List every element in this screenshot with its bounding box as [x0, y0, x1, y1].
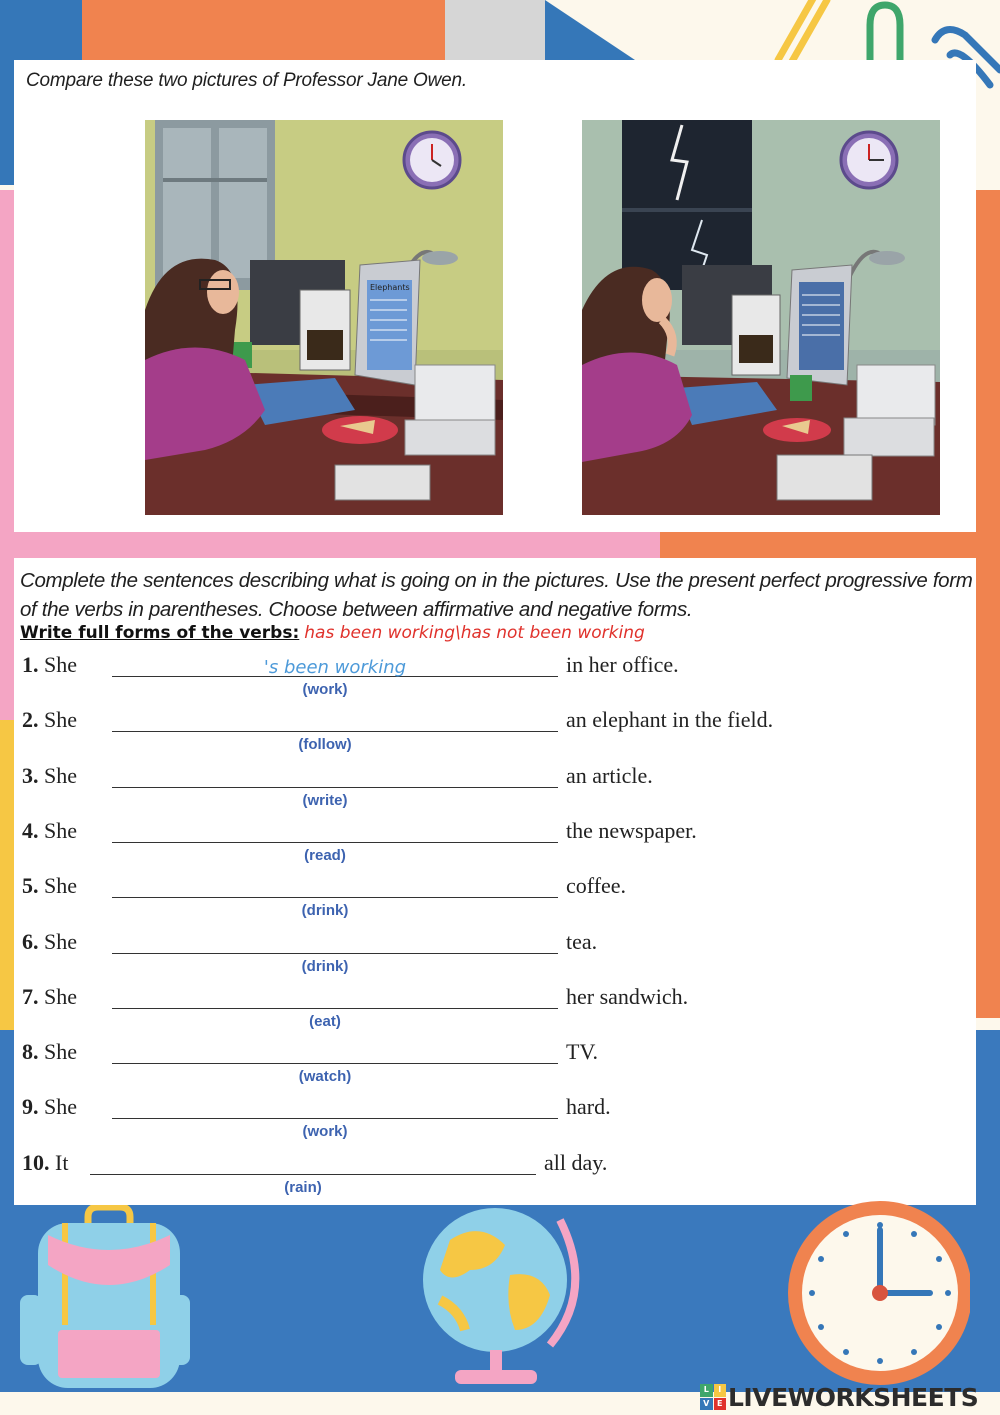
verb-hint: (eat) — [309, 1012, 341, 1030]
globe-icon — [410, 1200, 590, 1390]
sentence-ending: coffee. — [566, 873, 627, 899]
exercise-number: 6. She — [22, 928, 77, 954]
exercise-row — [0, 818, 1000, 873]
full-forms-label: Write full forms of the verbs: — [20, 623, 300, 643]
full-forms-hint: has been working\has not been working — [304, 623, 645, 643]
verb-hint: (drink) — [301, 957, 349, 975]
sentence-ending: in her office. — [566, 652, 679, 677]
sentence-ending: all day. — [544, 1149, 608, 1175]
verb-hint: (rain) — [284, 1178, 322, 1196]
exercise-number: 2. She — [22, 707, 77, 733]
decor-orange-block — [82, 0, 445, 60]
liveworksheets-logo[interactable] — [700, 1382, 978, 1412]
wall-clock-icon — [780, 1200, 970, 1385]
exercise-row — [0, 1094, 1000, 1149]
answer-input[interactable] — [112, 709, 558, 735]
logo-text: LIVEWORKSHEETS — [728, 1382, 979, 1412]
sentence-ending: an elephant in the field. — [566, 707, 774, 733]
exercise-number: 7. She — [22, 983, 77, 1009]
sentence-ending: her sandwich. — [566, 983, 689, 1009]
exercise-row — [0, 652, 1000, 707]
backpack-icon — [20, 1205, 190, 1390]
answer-input[interactable] — [112, 654, 558, 680]
verb-hint: (follow) — [298, 736, 352, 754]
sentence-ending: an article. — [566, 762, 653, 788]
exercise-number: 3. She — [22, 762, 77, 788]
answer-input[interactable] — [112, 931, 558, 957]
exercise-row — [0, 1150, 1000, 1205]
answer-input[interactable] — [112, 1096, 558, 1122]
verb-hint: (drink) — [301, 902, 349, 920]
exercise-number: 5. She — [22, 873, 77, 899]
verb-hint: (write) — [302, 791, 348, 809]
logo-mark: L I V E — [700, 1384, 726, 1410]
sentence-ending: hard. — [566, 1094, 611, 1120]
verb-hint: (read) — [304, 846, 346, 864]
screen-label: Elephants — [370, 283, 410, 292]
decor-pink-band — [0, 532, 660, 558]
answer-input[interactable] — [112, 986, 558, 1012]
decor-orange-band — [660, 532, 1000, 558]
exercise-row — [0, 707, 1000, 762]
sentence-ending: the newspaper. — [566, 817, 697, 843]
exercise-row — [0, 1039, 1000, 1094]
verb-hint: (watch) — [298, 1068, 352, 1086]
answer-input[interactable] — [112, 875, 558, 901]
sentence-ending: TV. — [566, 1039, 598, 1065]
answer-input[interactable] — [112, 1041, 558, 1067]
exercise-row — [0, 984, 1000, 1039]
decor-orange-strip — [976, 190, 1000, 535]
office-picture-day — [145, 120, 503, 515]
answer-input[interactable] — [112, 820, 558, 846]
exercise-number: 9. She — [22, 1094, 77, 1120]
pictures-caption: Compare these two pictures of Professor Jane Owen. — [26, 70, 467, 91]
decor-grey-block — [445, 0, 545, 60]
exercise-row — [0, 763, 1000, 818]
sentence-ending: tea. — [566, 928, 598, 954]
exercise-number: 8. She — [22, 1039, 77, 1065]
decor-pink-strip — [0, 190, 14, 720]
exercise-row — [0, 929, 1000, 984]
verb-hint: (work) — [302, 681, 348, 698]
answer-input[interactable] — [90, 1152, 536, 1178]
answer-input[interactable] — [112, 765, 558, 791]
instructions-text: Complete the sentences describing what is going on in the pictures. Use the present perfect progressive form of the verbs in parentheses. Choose between affirmative and negative forms. — [20, 569, 973, 621]
exercise-number: 1. She — [22, 652, 77, 677]
full-forms-note — [20, 623, 645, 643]
exercise-number: 10. It — [22, 1149, 69, 1175]
verb-hint: (work) — [302, 1123, 348, 1141]
exercise-row — [0, 873, 1000, 928]
exercise-number: 4. She — [22, 817, 77, 843]
office-picture-night — [582, 120, 940, 515]
